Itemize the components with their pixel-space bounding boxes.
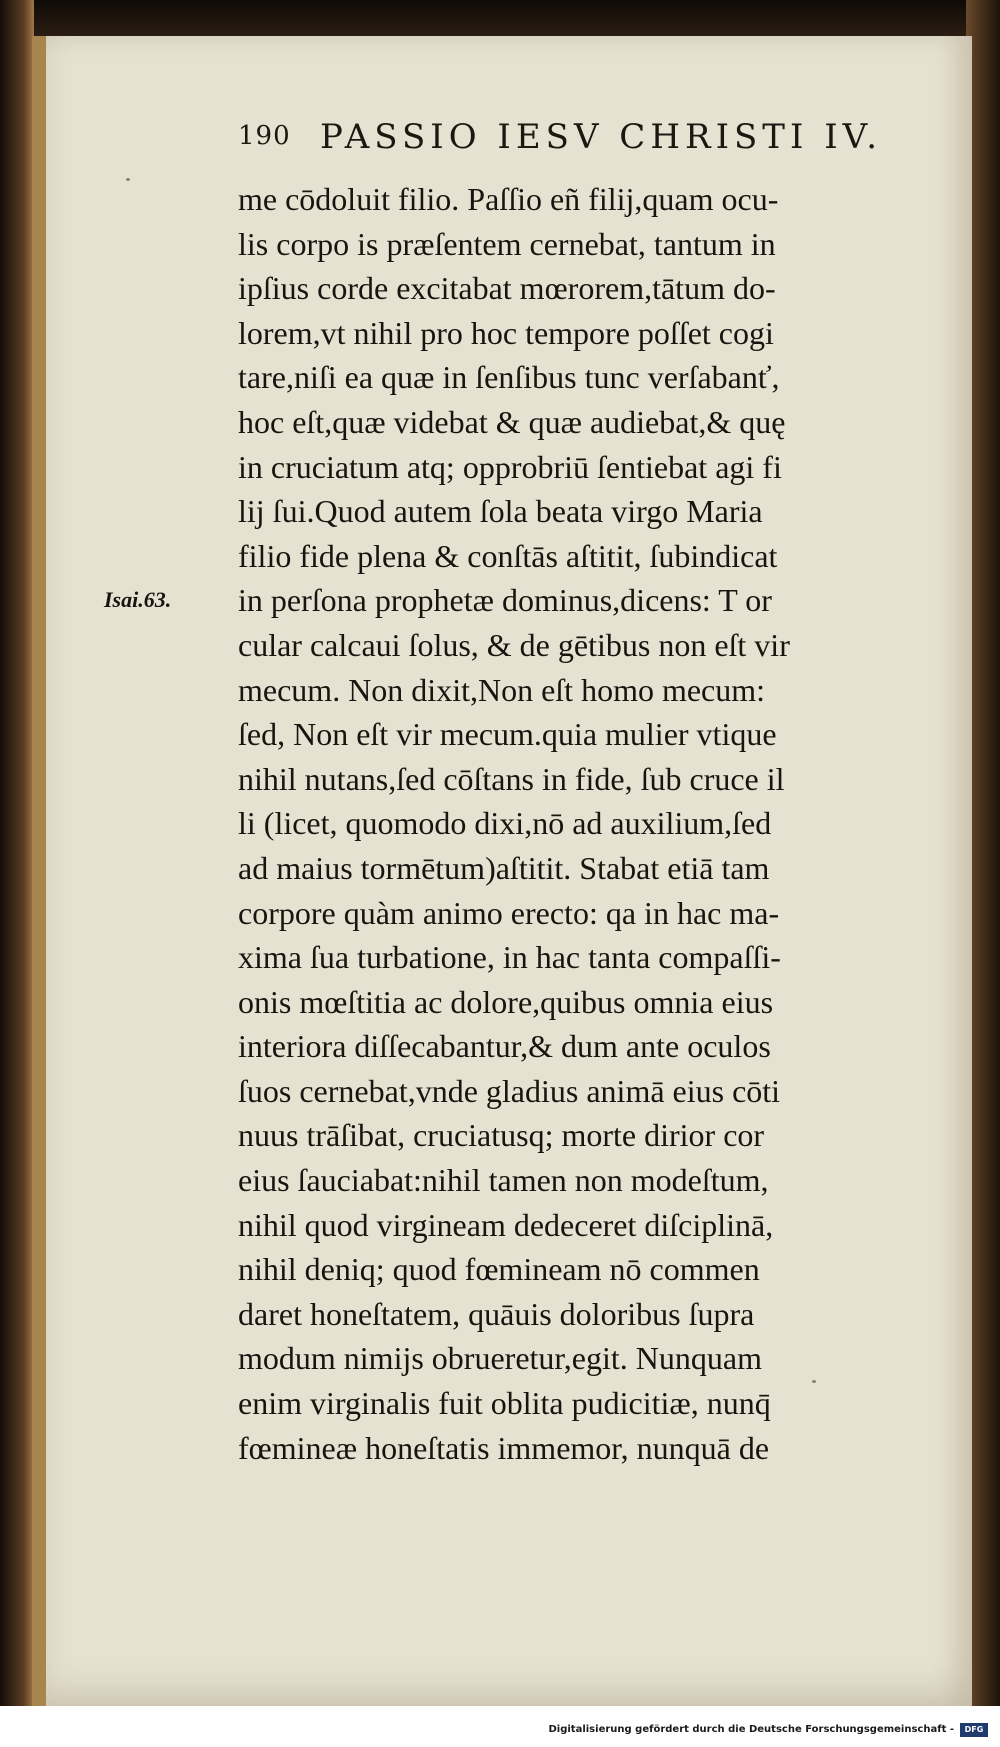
text-line: modum nimijs obrueretur,egit. Nunquam <box>238 1340 762 1377</box>
book-top-edge <box>0 0 1000 36</box>
text-line: nihil deniq; quod fœmineam nō commen <box>238 1251 760 1288</box>
text-line: lorem,vt nihil pro hoc tempore poſſet cogi <box>238 314 774 351</box>
text-line: ſuos cernebat,vnde gladius animā eius cōti <box>238 1072 781 1109</box>
page-header <box>238 117 918 163</box>
text-line: nihil nutans,ſed cōſtans in fide, ſub cruce il <box>238 760 785 797</box>
text-line: lis corpo is præſentem cernebat, tantum in <box>238 225 776 262</box>
digitization-credit: Digitalisierung gefördert durch die Deutsche Forschungsgemeinschaft - <box>548 1724 954 1735</box>
text-line: ipſius corde excitabat mœrorem,tātum do- <box>238 270 776 307</box>
text-line: li (licet, quomodo dixi,nō ad auxilium,ſed <box>238 805 772 842</box>
text-line: eius ſauciabat:nihil tamen non modeſtum, <box>238 1162 769 1199</box>
text-line: hoc eſt,quæ videbat & quæ audiebat,& quę <box>238 403 786 440</box>
running-title: PASSIO IESV CHRISTI IV. <box>320 117 883 157</box>
paper-speck <box>812 1380 816 1383</box>
body-text <box>238 177 938 1470</box>
page-number: 190 <box>238 121 291 151</box>
dfg-logo: DFG <box>960 1723 988 1737</box>
text-line: enim virginalis fuit oblita pudicitiæ, nunq̄ <box>238 1385 771 1422</box>
text-line: filio fide plena & conſtās aſtitit, ſubindicat <box>238 537 778 574</box>
text-line: nihil quod virgineam dedeceret diſciplinā, <box>238 1206 774 1243</box>
margin-note: Isai.63. <box>104 587 172 612</box>
text-line: interiora diſſecabantur,& dum ante oculos <box>238 1028 771 1065</box>
text-line: tare,niſi ea quæ in ſenſibus tunc verſabanť, <box>238 359 780 396</box>
text-line: xima ſua turbatione, in hac tanta compaſſi- <box>238 939 781 976</box>
text-line: onis mœſtitia ac dolore,quibus omnia eius <box>238 983 774 1020</box>
text-line: in cruciatum atq; opprobriū ſentiebat agi fi <box>238 448 782 485</box>
text-line: lij ſui.Quod autem ſola beata virgo Maria <box>238 493 763 530</box>
text-line: ſed, Non eſt vir mecum.quia mulier vtique <box>238 716 777 753</box>
text-line: mecum. Non dixit,Non eſt homo mecum: <box>238 671 766 708</box>
text-line: cular calcaui ſolus, & de gētibus non eſt vir <box>238 626 790 663</box>
text-line: nuus trāſibat, cruciatusq; morte dirior cor <box>238 1117 765 1154</box>
text-line: daret honeſtatem, quāuis doloribus ſupra <box>238 1295 755 1332</box>
paper-speck <box>126 178 130 181</box>
digitization-footer <box>0 1706 1000 1747</box>
text-line: in perſona prophetæ dominus,dicens: T or <box>238 582 772 619</box>
text-line: fœmineæ honeſtatis immemor, nunquā de <box>238 1429 770 1466</box>
text-line: me cōdoluit filio. Paſſio eñ filij,quam ocu- <box>238 181 779 217</box>
book-spine-edge <box>0 0 34 1747</box>
text-line: ad maius tormētum)aſtitit. Stabat etiā tam <box>238 849 770 886</box>
text-line: corpore quàm animo erecto: qa in hac ma- <box>238 894 780 931</box>
